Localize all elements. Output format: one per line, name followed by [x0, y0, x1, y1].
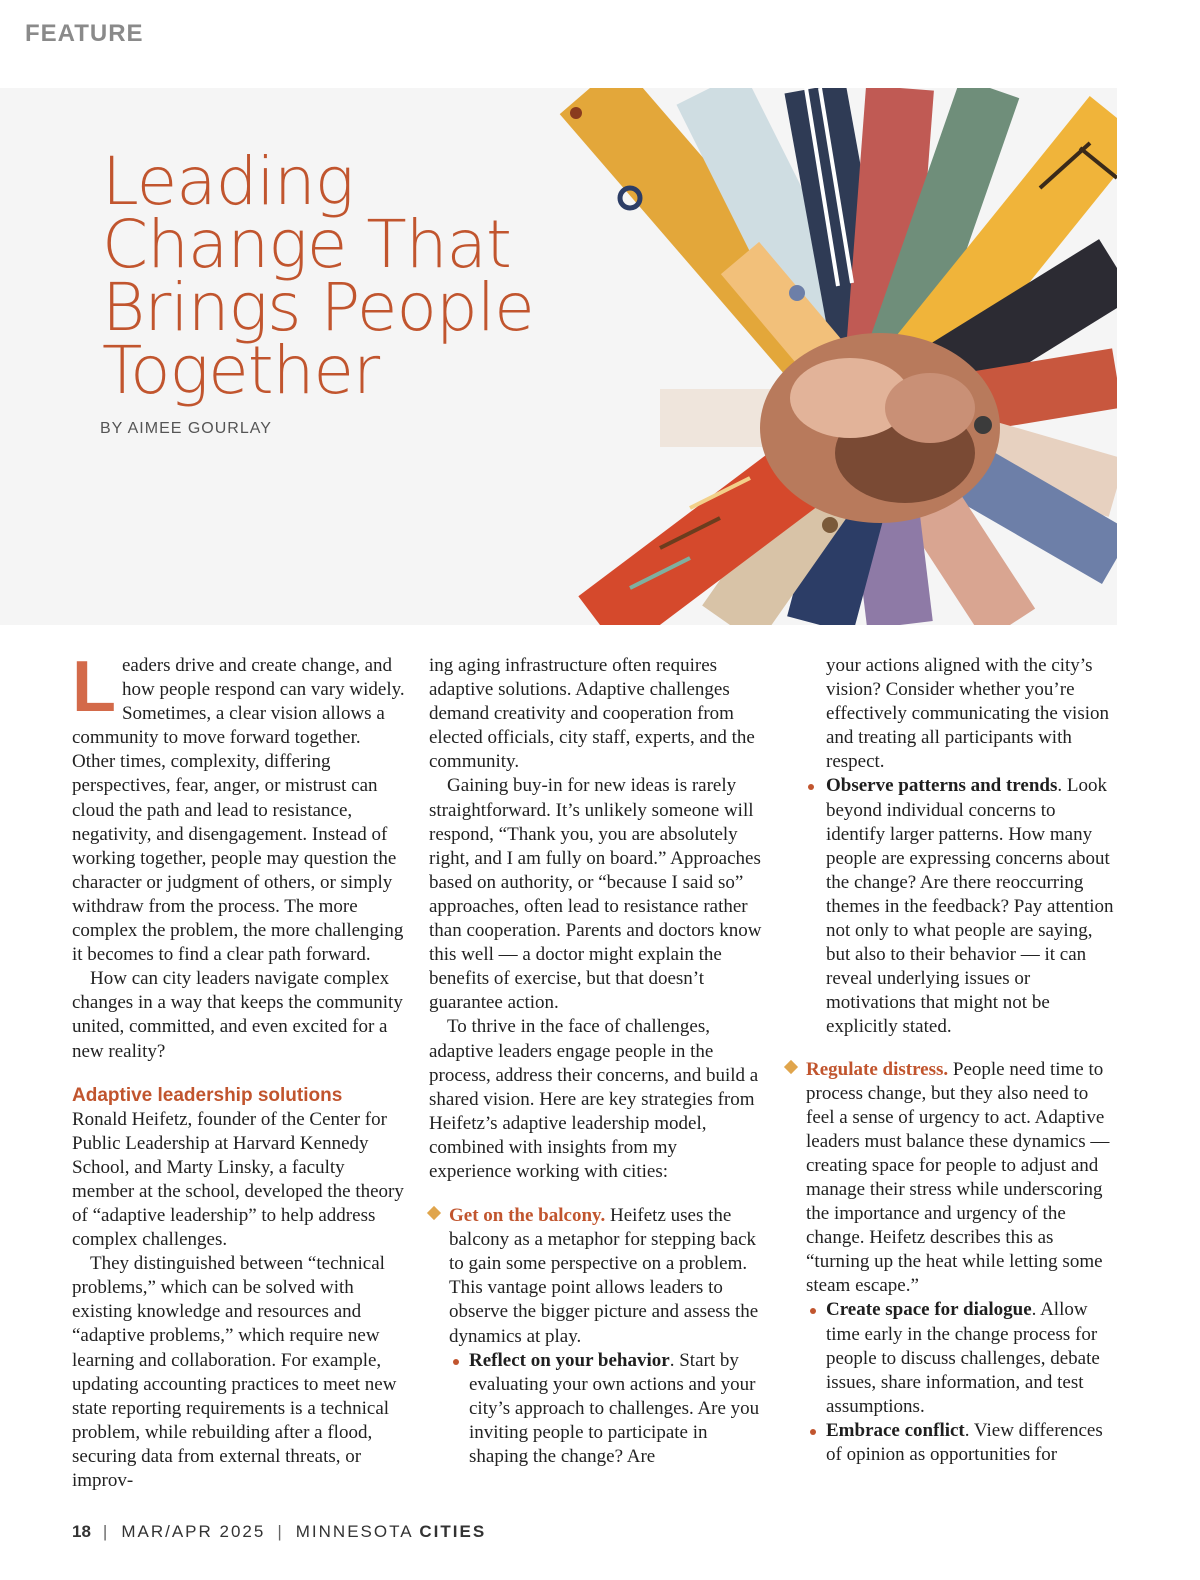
sub-bullet-text: . Allow time early in the change process for people to discuss challenges, debate issues, share information, and test assumptions. — [826, 1299, 1100, 1417]
column-3 — [786, 654, 1119, 1467]
section-heading: Adaptive leadership solutions — [72, 1084, 343, 1106]
publication-prefix: MINNESOTA — [295, 1522, 413, 1541]
sub-bullet-text: . Start by evaluating your own actions and your city’s approach to challenges. Are you inviting people to participate in shaping the change? Are — [469, 1349, 760, 1467]
byline: BY AIMEE GOURLAY — [100, 420, 272, 437]
dot-bullet-icon — [810, 1429, 816, 1435]
sub-bullet-continued — [786, 654, 1119, 774]
sub-bullet-text: your actions aligned with the city’s vision? Consider whether you’re effectively communicating the vision and treating all participants with respect. — [826, 655, 1109, 773]
page-footer — [72, 1522, 486, 1542]
sub-bullet-text: . Look beyond individual concerns to identify larger patterns. How many people are expressing concerns about the change? Are there reoccurring themes in the feedback? Pay attention not only to what people are saying, but also to their behavior — it can reveal underlying issues or motivations that might not be explicitly stated. — [826, 775, 1114, 1038]
title-line: Leading — [102, 143, 354, 220]
strategy-lead: Get on the balcony. — [449, 1205, 606, 1227]
intro-paragraph — [72, 647, 407, 967]
intro-text: eaders drive and create change, and how people respond can vary widely. Sometimes, a clear vision allows a community to move forward together. Other times, complexity, differing perspectives, fear, anger, or mistrust can cloud the path and lead to resistance, negativity, and disengagement. Instead of working together, people may question the character or judgment of others, or simply withdraw from the process. The more complex the problem, the more challenging it becomes to find a clear path forward. — [72, 655, 405, 966]
paragraph: ing aging infrastructure often requires adaptive solutions. Adaptive challenges demand creativity and cooperation from elected officials, city staff, experts, and the community. — [429, 655, 755, 773]
paragraph: To thrive in the face of challenges, adaptive leaders engage people in the process, address their concerns, and build a shared vision. Here are key strategies from Heifetz’s adaptive leadership model, combined with insights from my experience working with cities: — [429, 1016, 759, 1182]
article-title — [102, 143, 534, 409]
column-2 — [429, 654, 764, 1469]
strategy-item — [429, 1204, 764, 1469]
sub-bullet-item — [806, 1298, 1119, 1418]
sub-bullet-text: . View differences of opinion as opportunities for — [826, 1419, 1103, 1465]
paragraph: Ronald Heifetz, founder of the Center for Public Leadership at Harvard Kennedy School, and Marty Linsky, a faculty member at the school, developed the theory of “adaptive leadership” to help address complex challenges. — [72, 1108, 404, 1251]
drop-cap: L — [72, 647, 116, 727]
footer-divider: | — [277, 1522, 284, 1541]
strategy-text: Heifetz uses the balcony as a metaphor for stepping back to gain some perspective on a problem. This vantage point allows leaders to observe the bigger picture and assess the dynamics at play. — [449, 1205, 759, 1347]
title-line: Change That — [102, 206, 511, 283]
paragraph: How can city leaders navigate complex changes in a way that keeps the community united, committed, and even excited for a new reality? — [72, 968, 403, 1062]
section-label: FEATURE — [25, 20, 144, 47]
title-line: Brings People — [102, 269, 534, 346]
dot-bullet-icon — [810, 1308, 816, 1314]
sub-bullet-lead: Create space for dialogue — [826, 1299, 1032, 1321]
sub-bullet-item — [449, 1349, 764, 1469]
strategy-lead: Regulate distress. — [806, 1058, 949, 1080]
dot-bullet-icon — [808, 784, 814, 790]
sub-bullet-lead: Reflect on your behavior — [469, 1349, 670, 1371]
diamond-bullet-icon — [784, 1059, 798, 1073]
page-number: 18 — [72, 1522, 91, 1541]
strategy-item — [786, 1058, 1119, 1468]
dot-bullet-icon — [453, 1359, 459, 1365]
publication-name: CITIES — [419, 1522, 487, 1541]
column-1 — [72, 647, 407, 1493]
sub-bullet-item — [806, 1419, 1119, 1467]
footer-divider: | — [102, 1522, 110, 1541]
strategy-text: People need time to process change, but they also need to feel a sense of urgency to act. Adaptive leaders must balance these dynamics — creating space for people to adjust and manage their stress while underscoring the importance and urgency of the change. Heifetz describes this as “turning up the heat while letting some steam escape.” — [806, 1058, 1110, 1297]
paragraph: They distinguished between “technical problems,” which can be solved with existing knowledge and resources and “adaptive problems,” which require new learning and collaboration. For example, updating accounting practices to meet new state reporting requirements is a technical problem, while rebuilding after a flood, securing data from external threats, or improv- — [72, 1253, 397, 1491]
sub-bullet-lead: Observe patterns and trends — [826, 775, 1058, 797]
paragraph: Gaining buy-in for new ideas is rarely straightforward. It’s unlikely someone will respond, “Thank you, you are absolutely right, and I am fully on board.” Approaches based on authority, or “because I said so” approaches, often lead to resistance rather than cooperation. Parents and doctors know this well — a doctor might explain the benefits of exercise, but that doesn’t guarantee action. — [429, 775, 762, 1014]
issue-date: MAR/APR 2025 — [121, 1522, 266, 1541]
sub-bullet-item — [786, 774, 1119, 1039]
sub-bullet-lead: Embrace conflict — [826, 1419, 965, 1441]
title-line: Together — [102, 332, 380, 409]
diamond-bullet-icon — [427, 1206, 441, 1220]
